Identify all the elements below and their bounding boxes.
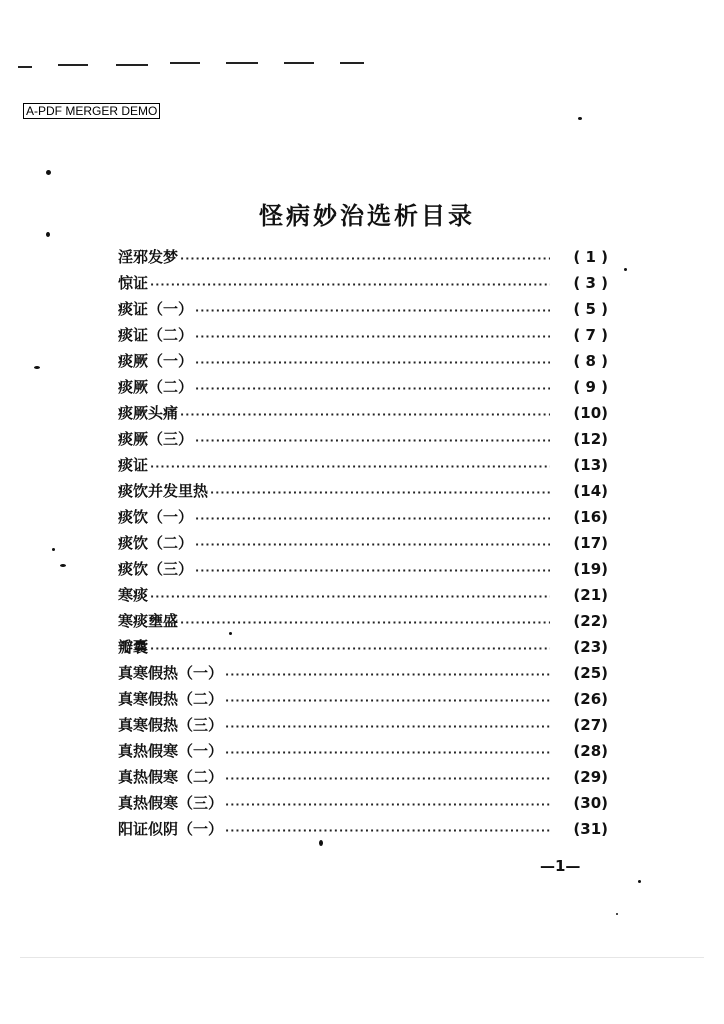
toc-entry-title: 真热假寒（二） <box>118 768 224 786</box>
scan-speck <box>638 880 641 883</box>
toc-entry <box>118 298 608 324</box>
toc-entry <box>118 662 608 688</box>
scan-speck <box>319 840 323 846</box>
toc-entry <box>118 610 608 636</box>
toc-leader-dots <box>195 538 550 551</box>
scan-dash-marks <box>18 60 378 68</box>
toc-entry-page: (28) <box>573 742 608 760</box>
scan-speck <box>60 564 66 567</box>
toc-entry-title: 真寒假热（二） <box>118 690 224 708</box>
toc-entry-page: (14) <box>573 482 608 500</box>
toc-leader-dots <box>195 304 550 317</box>
toc-leader-dots <box>225 798 550 811</box>
toc-leader-dots <box>225 668 550 681</box>
toc-entry <box>118 688 608 714</box>
toc-entry <box>118 636 608 662</box>
scan-speck <box>624 268 627 271</box>
toc-entry-title: 痰证 <box>118 456 149 474</box>
toc-leader-dots <box>150 460 550 473</box>
toc-entry-page: (29) <box>573 768 608 786</box>
toc-leader-dots <box>210 486 550 499</box>
toc-leader-dots <box>150 278 550 291</box>
toc-entry-title: 淫邪发梦 <box>118 248 179 266</box>
toc-leader-dots <box>195 564 550 577</box>
toc-entry-page: (26) <box>573 690 608 708</box>
toc-entry-title: 寒痰 <box>118 586 149 604</box>
toc-leader-dots <box>195 382 550 395</box>
toc-entry-page: (10) <box>573 404 608 422</box>
toc-entry-page: (13) <box>573 456 608 474</box>
dash-mark <box>18 66 32 68</box>
toc-entry-page: (16) <box>573 508 608 526</box>
toc-entry <box>118 558 608 584</box>
toc-entry <box>118 766 608 792</box>
scan-speck <box>46 170 51 175</box>
toc-leader-dots <box>195 512 550 525</box>
toc-entry-title: 痰证（一） <box>118 300 194 318</box>
toc-entry-page: (22) <box>573 612 608 630</box>
toc-leader-dots <box>225 746 550 759</box>
toc-leader-dots <box>225 824 550 837</box>
toc-entry-page: (30) <box>573 794 608 812</box>
toc-entry <box>118 792 608 818</box>
scan-speck <box>229 632 232 635</box>
page-edge-line <box>20 957 704 958</box>
scan-speck <box>52 548 55 551</box>
toc-entry <box>118 506 608 532</box>
toc-entry-page: (27) <box>573 716 608 734</box>
toc-entry-title: 真热假寒（三） <box>118 794 224 812</box>
dash-mark <box>226 62 258 64</box>
toc-entry-title: 寒痰壅盛 <box>118 612 179 630</box>
toc-entry-page: (31) <box>573 820 608 838</box>
toc-entry <box>118 818 608 844</box>
page-number: —1— <box>540 857 581 875</box>
toc-leader-dots <box>195 434 550 447</box>
toc-entry-title: 痰厥（二） <box>118 378 194 396</box>
toc-entry-title: 痰证（二） <box>118 326 194 344</box>
toc-entry-page: ( 7 ) <box>573 326 608 344</box>
toc-entry-page: (21) <box>573 586 608 604</box>
toc-entry-page: ( 3 ) <box>573 274 608 292</box>
toc-leader-dots <box>195 356 550 369</box>
toc-entry-page: (17) <box>573 534 608 552</box>
toc-entry-page: (19) <box>573 560 608 578</box>
toc-entry-title: 痰饮（三） <box>118 560 194 578</box>
toc-entry <box>118 246 608 272</box>
toc-entry <box>118 402 608 428</box>
toc-entry-page: ( 8 ) <box>573 352 608 370</box>
toc-entry-page: (12) <box>573 430 608 448</box>
toc-entry-title: 痰饮并发里热 <box>118 482 209 500</box>
toc-entry-page: ( 1 ) <box>573 248 608 266</box>
toc-entry-title: 痰厥头痛 <box>118 404 179 422</box>
toc-entry-page: (23) <box>573 638 608 656</box>
toc-leader-dots <box>150 642 550 655</box>
page-title: 怪病妙治选析目录 <box>259 202 475 230</box>
scan-speck <box>46 232 50 237</box>
toc-entry <box>118 740 608 766</box>
toc-leader-dots <box>180 616 550 629</box>
toc-entry-page: ( 9 ) <box>573 378 608 396</box>
toc-entry <box>118 350 608 376</box>
toc-entry-title: 真寒假热（一） <box>118 664 224 682</box>
toc-leader-dots <box>195 330 550 343</box>
toc-leader-dots <box>180 252 550 265</box>
toc-entry-page: (25) <box>573 664 608 682</box>
toc-entry-title: 痰饮（二） <box>118 534 194 552</box>
toc-leader-dots <box>225 720 550 733</box>
scan-speck <box>616 913 618 915</box>
scan-speck <box>34 366 40 369</box>
toc-entry <box>118 272 608 298</box>
toc-entry-title: 阳证似阴（一） <box>118 820 224 838</box>
toc-entry-title: 痰厥（一） <box>118 352 194 370</box>
toc-entry-page: ( 5 ) <box>573 300 608 318</box>
toc-entry <box>118 454 608 480</box>
toc-leader-dots <box>225 772 550 785</box>
toc-entry <box>118 480 608 506</box>
toc-entry <box>118 428 608 454</box>
toc-entry-title: 真寒假热（三） <box>118 716 224 734</box>
table-of-contents <box>118 246 608 844</box>
dash-mark <box>116 64 148 66</box>
toc-entry <box>118 532 608 558</box>
toc-entry-title: 痰饮（一） <box>118 508 194 526</box>
toc-leader-dots <box>225 694 550 707</box>
dash-mark <box>58 64 88 66</box>
scan-speck <box>578 117 582 120</box>
toc-entry-title: 瓣囊 <box>118 638 149 656</box>
watermark-label: A-PDF MERGER DEMO <box>23 103 160 119</box>
toc-entry <box>118 324 608 350</box>
toc-entry-title: 真热假寒（一） <box>118 742 224 760</box>
toc-leader-dots <box>180 408 550 421</box>
toc-entry-title: 惊证 <box>118 274 149 292</box>
toc-entry-title: 痰厥（三） <box>118 430 194 448</box>
toc-entry <box>118 376 608 402</box>
dash-mark <box>170 62 200 64</box>
toc-entry <box>118 584 608 610</box>
toc-entry <box>118 714 608 740</box>
toc-leader-dots <box>150 590 550 603</box>
dash-mark <box>340 62 364 64</box>
dash-mark <box>284 62 314 64</box>
